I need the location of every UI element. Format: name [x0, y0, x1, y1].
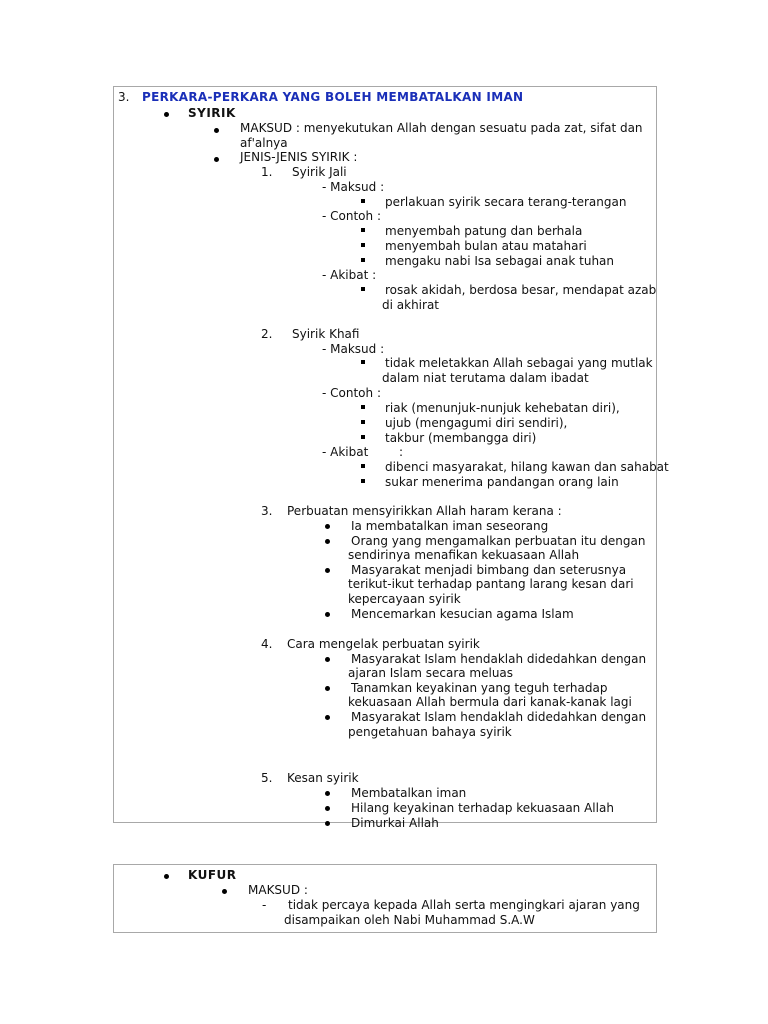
khafi-number: 2. [261, 327, 273, 341]
syirik-heading: SYIRIK [188, 106, 236, 120]
bullet-icon [325, 612, 330, 617]
square-bullet-icon [361, 435, 365, 439]
khafi-contoh-item: ujub (mengagumi diri sendiri), [385, 416, 568, 430]
elak-item-cont: ajaran Islam secara meluas [348, 666, 514, 680]
bullet-icon [325, 657, 330, 662]
bullet-icon [325, 686, 330, 691]
bullet-icon [214, 157, 219, 162]
section-number: 3. [118, 90, 130, 104]
jali-akibat-item: rosak akidah, berdosa besar, mendapat azab [385, 283, 657, 297]
elak-item: Masyarakat Islam hendaklah didedahkan dengan [351, 652, 647, 666]
bullet-icon [325, 806, 330, 811]
khafi-akibat-colon: : [399, 445, 404, 459]
bullet-icon [325, 568, 330, 573]
bullet-icon [325, 821, 330, 826]
square-bullet-icon [361, 479, 365, 483]
haram-item: Orang yang mengamalkan perbuatan itu dengan [351, 534, 646, 548]
khafi-akibat-label: - Akibat [322, 445, 369, 459]
kesan-item: Hilang keyakinan terhadap kekuasaan Allah [351, 801, 614, 815]
elak-item: Masyarakat Islam hendaklah didedahkan dengan [351, 710, 647, 724]
khafi-akibat-item: sukar menerima pandangan orang lain [385, 475, 619, 489]
square-bullet-icon [361, 199, 365, 203]
jali-akibat-item-cont: di akhirat [382, 298, 439, 312]
khafi-maksud-label: - Maksud : [322, 342, 385, 356]
kesan-number: 5. [261, 771, 273, 785]
bullet-icon [325, 715, 330, 720]
khafi-maksud-item-cont: dalam niat terutama dalam ibadat [382, 371, 589, 385]
elak-title: Cara mengelak perbuatan syirik [287, 637, 480, 651]
haram-item-cont: sendirinya menafikan kekuasaan Allah [348, 548, 580, 562]
kufur-maksud-text-cont: disampaikan oleh Nabi Muhammad S.A.W [284, 913, 535, 927]
kufur-heading: KUFUR [188, 868, 237, 882]
bullet-icon [325, 524, 330, 529]
jali-contoh-item: menyembah bulan atau matahari [385, 239, 587, 253]
jali-maksud-label: - Maksud : [322, 180, 385, 194]
jali-akibat-label: - Akibat : [322, 268, 377, 282]
bullet-icon [325, 791, 330, 796]
jali-maksud-item: perlakuan syirik secara terang-terangan [385, 195, 627, 209]
jali-title: Syirik Jali [292, 165, 347, 179]
khafi-contoh-item: riak (menunjuk-nunjuk kehebatan diri), [385, 401, 620, 415]
section-title: PERKARA-PERKARA YANG BOLEH MEMBATALKAN IMAN [142, 90, 524, 104]
bullet-icon [222, 889, 227, 894]
khafi-contoh-label: - Contoh : [322, 386, 381, 400]
jali-contoh-item: menyembah patung dan berhala [385, 224, 583, 238]
square-bullet-icon [361, 464, 365, 468]
haram-item: Masyarakat menjadi bimbang dan seterusnya [351, 563, 627, 577]
khafi-akibat-item: dibenci masyarakat, hilang kawan dan sahabat [385, 460, 669, 474]
square-bullet-icon [361, 360, 365, 364]
haram-item: Ia membatalkan iman seseorang [351, 519, 549, 533]
jenis-syirik-label: JENIS-JENIS SYIRIK : [240, 150, 358, 164]
elak-item-cont: kekuasaan Allah bermula dari kanak-kanak lagi [348, 695, 632, 709]
bullet-icon [325, 539, 330, 544]
kesan-title: Kesan syirik [287, 771, 359, 785]
haram-number: 3. [261, 504, 273, 518]
square-bullet-icon [361, 228, 365, 232]
khafi-maksud-item: tidak meletakkan Allah sebagai yang mutlak [385, 356, 653, 370]
bullet-icon [164, 874, 169, 879]
square-bullet-icon [361, 258, 365, 262]
square-bullet-icon [361, 420, 365, 424]
syirik-maksud: MAKSUD : menyekutukan Allah dengan sesuatu pada zat, sifat dan [240, 121, 643, 135]
kesan-item: Dimurkai Allah [351, 816, 439, 830]
elak-number: 4. [261, 637, 273, 651]
haram-item-cont: kepercayaan syirik [348, 592, 461, 606]
kufur-maksud-text: tidak percaya kepada Allah serta mengingkari ajaran yang [288, 898, 640, 912]
kufur-dash: - [262, 898, 267, 912]
kesan-item: Membatalkan iman [351, 786, 467, 800]
kufur-maksud-label: MAKSUD : [248, 883, 308, 897]
syirik-maksud-cont: af'alnya [240, 136, 288, 150]
square-bullet-icon [361, 287, 365, 291]
haram-item: Mencemarkan kesucian agama Islam [351, 607, 574, 621]
jali-number: 1. [261, 165, 273, 179]
bullet-icon [214, 128, 219, 133]
bullet-icon [164, 112, 169, 117]
elak-item: Tanamkan keyakinan yang teguh terhadap [351, 681, 608, 695]
square-bullet-icon [361, 243, 365, 247]
haram-title: Perbuatan mensyirikkan Allah haram kerana : [287, 504, 562, 518]
square-bullet-icon [361, 405, 365, 409]
haram-item-cont: terikut-ikut terhadap pantang larang kesan dari [348, 577, 634, 591]
jali-contoh-item: mengaku nabi Isa sebagai anak tuhan [385, 254, 615, 268]
jali-contoh-label: - Contoh : [322, 209, 381, 223]
khafi-contoh-item: takbur (membangga diri) [385, 431, 537, 445]
khafi-title: Syirik Khafi [292, 327, 360, 341]
elak-item-cont: pengetahuan bahaya syirik [348, 725, 512, 739]
